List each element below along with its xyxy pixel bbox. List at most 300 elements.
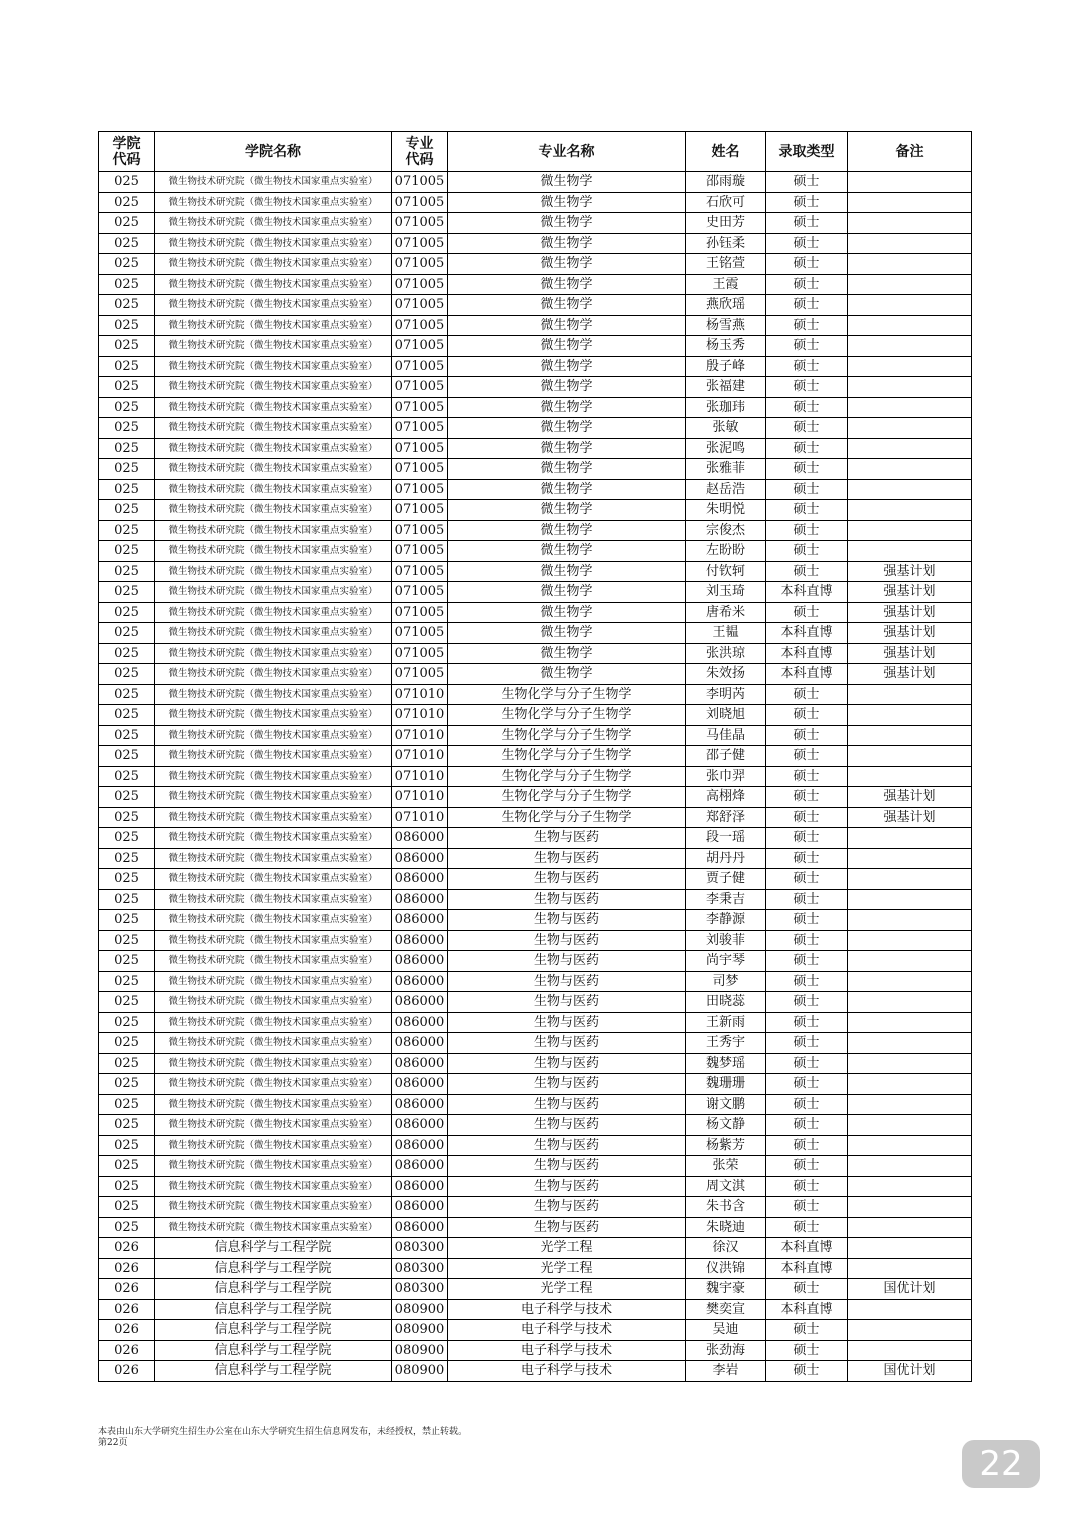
major-code-cell: 086000 xyxy=(392,1217,448,1238)
name-cell: 张敏 xyxy=(686,418,766,439)
admit-type-cell: 硕士 xyxy=(766,192,848,213)
table-row xyxy=(99,787,972,808)
major-name-cell: 微生物学 xyxy=(448,582,686,603)
admit-type-cell: 硕士 xyxy=(766,1361,848,1382)
admit-type-cell: 硕士 xyxy=(766,705,848,726)
admit-type-cell: 硕士 xyxy=(766,684,848,705)
note-cell xyxy=(848,315,972,336)
major-code-cell: 071005 xyxy=(392,479,448,500)
note-cell: 国优计划 xyxy=(848,1361,972,1382)
table-row xyxy=(99,582,972,603)
school-code-cell: 025 xyxy=(99,397,155,418)
table-row xyxy=(99,1197,972,1218)
major-code-cell: 071005 xyxy=(392,377,448,398)
school-name-cell: 信息科学与工程学院 xyxy=(155,1258,392,1279)
name-cell: 杨紫芳 xyxy=(686,1135,766,1156)
major-code-cell: 086000 xyxy=(392,1094,448,1115)
school-name-cell: 信息科学与工程学院 xyxy=(155,1340,392,1361)
name-cell: 郑舒泽 xyxy=(686,807,766,828)
school-code-cell: 025 xyxy=(99,1176,155,1197)
major-code-cell: 071010 xyxy=(392,684,448,705)
major-code-cell: 071005 xyxy=(392,315,448,336)
table-row xyxy=(99,1094,972,1115)
major-name-cell: 生物与医药 xyxy=(448,992,686,1013)
note-cell xyxy=(848,828,972,849)
table-row xyxy=(99,274,972,295)
admit-type-cell: 硕士 xyxy=(766,1053,848,1074)
note-cell xyxy=(848,541,972,562)
note-cell xyxy=(848,1074,972,1095)
major-name-cell: 生物与医药 xyxy=(448,1217,686,1238)
school-name-cell: 微生物技术研究院（微生物技术国家重点实验室） xyxy=(155,541,392,562)
note-cell xyxy=(848,1176,972,1197)
footer-notice: 本表由山东大学研究生招生办公室在山东大学研究生招生信息网发布，未经授权，禁止转载。 xyxy=(98,1427,468,1437)
major-name-cell: 生物与医药 xyxy=(448,951,686,972)
major-code-cell: 086000 xyxy=(392,869,448,890)
school-code-cell: 025 xyxy=(99,1074,155,1095)
note-cell xyxy=(848,356,972,377)
school-name-cell: 微生物技术研究院（微生物技术国家重点实验室） xyxy=(155,397,392,418)
major-code-cell: 071005 xyxy=(392,213,448,234)
note-cell xyxy=(848,336,972,357)
admit-type-cell: 硕士 xyxy=(766,315,848,336)
name-cell: 仪洪锦 xyxy=(686,1258,766,1279)
school-name-cell: 微生物技术研究院（微生物技术国家重点实验室） xyxy=(155,479,392,500)
major-code-cell: 086000 xyxy=(392,930,448,951)
table-row xyxy=(99,725,972,746)
admit-type-cell: 硕士 xyxy=(766,848,848,869)
major-name-cell: 光学工程 xyxy=(448,1258,686,1279)
major-name-cell: 微生物学 xyxy=(448,356,686,377)
admit-type-cell: 本科直博 xyxy=(766,1238,848,1259)
note-cell xyxy=(848,1053,972,1074)
school-name-cell: 微生物技术研究院（微生物技术国家重点实验室） xyxy=(155,377,392,398)
admit-type-cell: 硕士 xyxy=(766,213,848,234)
name-cell: 石欣可 xyxy=(686,192,766,213)
name-cell: 胡丹丹 xyxy=(686,848,766,869)
admit-type-cell: 硕士 xyxy=(766,233,848,254)
table-row xyxy=(99,520,972,541)
school-code-cell: 025 xyxy=(99,377,155,398)
table-row xyxy=(99,746,972,767)
admit-type-cell: 硕士 xyxy=(766,828,848,849)
major-name-cell: 微生物学 xyxy=(448,213,686,234)
major-name-cell: 生物化学与分子生物学 xyxy=(448,787,686,808)
school-code-cell: 025 xyxy=(99,336,155,357)
table-row xyxy=(99,1135,972,1156)
major-code-cell: 086000 xyxy=(392,1135,448,1156)
note-cell: 国优计划 xyxy=(848,1279,972,1300)
page-number-badge: 22 xyxy=(962,1440,1040,1488)
name-cell: 左盼盼 xyxy=(686,541,766,562)
school-name-cell: 微生物技术研究院（微生物技术国家重点实验室） xyxy=(155,520,392,541)
table-row xyxy=(99,459,972,480)
school-name-cell: 微生物技术研究院（微生物技术国家重点实验室） xyxy=(155,623,392,644)
table-row xyxy=(99,1115,972,1136)
major-name-cell: 生物与医药 xyxy=(448,828,686,849)
school-code-cell: 025 xyxy=(99,1156,155,1177)
major-code-cell: 086000 xyxy=(392,889,448,910)
school-code-cell: 025 xyxy=(99,192,155,213)
school-name-cell: 微生物技术研究院（微生物技术国家重点实验室） xyxy=(155,889,392,910)
admit-type-cell: 硕士 xyxy=(766,541,848,562)
admit-type-cell: 硕士 xyxy=(766,951,848,972)
admit-type-cell: 硕士 xyxy=(766,1033,848,1054)
note-cell xyxy=(848,848,972,869)
school-name-cell: 微生物技术研究院（微生物技术国家重点实验室） xyxy=(155,172,392,193)
major-name-cell: 生物与医药 xyxy=(448,1094,686,1115)
table-row xyxy=(99,1217,972,1238)
name-cell: 魏珊珊 xyxy=(686,1074,766,1095)
major-code-cell: 071005 xyxy=(392,336,448,357)
major-name-cell: 生物与医药 xyxy=(448,1033,686,1054)
school-name-cell: 微生物技术研究院（微生物技术国家重点实验室） xyxy=(155,643,392,664)
name-cell: 段一瑶 xyxy=(686,828,766,849)
name-cell: 付钦轲 xyxy=(686,561,766,582)
school-code-cell: 026 xyxy=(99,1238,155,1259)
major-code-cell: 086000 xyxy=(392,910,448,931)
table-row xyxy=(99,541,972,562)
school-code-cell: 025 xyxy=(99,869,155,890)
major-code-cell: 071005 xyxy=(392,438,448,459)
table-row xyxy=(99,664,972,685)
note-cell xyxy=(848,1156,972,1177)
name-cell: 张荣 xyxy=(686,1156,766,1177)
name-cell: 李明芮 xyxy=(686,684,766,705)
school-code-cell: 025 xyxy=(99,356,155,377)
major-name-cell: 微生物学 xyxy=(448,192,686,213)
table-row xyxy=(99,1074,972,1095)
admit-type-cell: 硕士 xyxy=(766,356,848,377)
school-name-cell: 微生物技术研究院（微生物技术国家重点实验室） xyxy=(155,315,392,336)
major-name-cell: 生物与医药 xyxy=(448,930,686,951)
admit-type-cell: 硕士 xyxy=(766,1340,848,1361)
name-cell: 赵岳浩 xyxy=(686,479,766,500)
major-name-cell: 生物与医药 xyxy=(448,910,686,931)
school-name-cell: 微生物技术研究院（微生物技术国家重点实验室） xyxy=(155,787,392,808)
admit-type-cell: 硕士 xyxy=(766,725,848,746)
major-name-cell: 生物与医药 xyxy=(448,1115,686,1136)
admit-type-cell: 硕士 xyxy=(766,1094,848,1115)
major-name-cell: 生物与医药 xyxy=(448,971,686,992)
major-code-cell: 071010 xyxy=(392,766,448,787)
major-name-cell: 微生物学 xyxy=(448,418,686,439)
admit-type-cell: 硕士 xyxy=(766,869,848,890)
admit-type-cell: 硕士 xyxy=(766,1197,848,1218)
major-name-cell: 微生物学 xyxy=(448,315,686,336)
school-code-cell: 025 xyxy=(99,1033,155,1054)
note-cell xyxy=(848,1340,972,1361)
table-row xyxy=(99,684,972,705)
major-code-cell: 071005 xyxy=(392,664,448,685)
major-name-cell: 微生物学 xyxy=(448,602,686,623)
note-cell xyxy=(848,418,972,439)
name-cell: 吴迪 xyxy=(686,1320,766,1341)
admit-type-cell: 硕士 xyxy=(766,746,848,767)
school-name-cell: 微生物技术研究院（微生物技术国家重点实验室） xyxy=(155,684,392,705)
school-name-cell: 微生物技术研究院（微生物技术国家重点实验室） xyxy=(155,664,392,685)
table-row xyxy=(99,951,972,972)
table-row xyxy=(99,643,972,664)
note-cell: 强基计划 xyxy=(848,561,972,582)
name-cell: 朱明悦 xyxy=(686,500,766,521)
school-code-cell: 025 xyxy=(99,623,155,644)
note-cell xyxy=(848,684,972,705)
note-cell: 强基计划 xyxy=(848,787,972,808)
name-cell: 张泥鸣 xyxy=(686,438,766,459)
major-name-cell: 生物化学与分子生物学 xyxy=(448,766,686,787)
major-name-cell: 微生物学 xyxy=(448,172,686,193)
note-cell xyxy=(848,438,972,459)
major-code-cell: 071005 xyxy=(392,356,448,377)
major-code-cell: 071005 xyxy=(392,541,448,562)
name-cell: 燕欣瑶 xyxy=(686,295,766,316)
table-row xyxy=(99,254,972,275)
major-code-cell: 080300 xyxy=(392,1238,448,1259)
note-cell xyxy=(848,500,972,521)
school-name-cell: 微生物技术研究院（微生物技术国家重点实验室） xyxy=(155,418,392,439)
major-name-cell: 电子科学与技术 xyxy=(448,1299,686,1320)
school-code-cell: 025 xyxy=(99,951,155,972)
school-code-cell: 025 xyxy=(99,787,155,808)
name-cell: 樊奕宣 xyxy=(686,1299,766,1320)
school-name-cell: 微生物技术研究院（微生物技术国家重点实验室） xyxy=(155,582,392,603)
table-row xyxy=(99,1340,972,1361)
name-cell: 王新雨 xyxy=(686,1012,766,1033)
name-cell: 周文淇 xyxy=(686,1176,766,1197)
school-code-cell: 025 xyxy=(99,438,155,459)
school-code-cell: 025 xyxy=(99,725,155,746)
major-code-cell: 071005 xyxy=(392,500,448,521)
school-name-cell: 信息科学与工程学院 xyxy=(155,1320,392,1341)
header-school-name: 学院名称 xyxy=(155,132,392,172)
note-cell xyxy=(848,1217,972,1238)
school-name-cell: 微生物技术研究院（微生物技术国家重点实验室） xyxy=(155,910,392,931)
school-code-cell: 025 xyxy=(99,910,155,931)
major-name-cell: 微生物学 xyxy=(448,295,686,316)
table-row xyxy=(99,1053,972,1074)
admit-type-cell: 硕士 xyxy=(766,295,848,316)
note-cell: 强基计划 xyxy=(848,623,972,644)
major-code-cell: 086000 xyxy=(392,1156,448,1177)
major-name-cell: 微生物学 xyxy=(448,541,686,562)
name-cell: 孙钰柔 xyxy=(686,233,766,254)
major-code-cell: 086000 xyxy=(392,1115,448,1136)
table-row xyxy=(99,705,972,726)
major-name-cell: 微生物学 xyxy=(448,664,686,685)
school-name-cell: 信息科学与工程学院 xyxy=(155,1238,392,1259)
major-name-cell: 生物与医药 xyxy=(448,889,686,910)
header-major-name: 专业名称 xyxy=(448,132,686,172)
major-name-cell: 生物化学与分子生物学 xyxy=(448,725,686,746)
school-code-cell: 025 xyxy=(99,418,155,439)
major-name-cell: 电子科学与技术 xyxy=(448,1361,686,1382)
school-code-cell: 026 xyxy=(99,1340,155,1361)
admit-type-cell: 硕士 xyxy=(766,561,848,582)
school-code-cell: 025 xyxy=(99,807,155,828)
school-name-cell: 微生物技术研究院（微生物技术国家重点实验室） xyxy=(155,971,392,992)
major-code-cell: 080300 xyxy=(392,1258,448,1279)
note-cell xyxy=(848,746,972,767)
school-code-cell: 025 xyxy=(99,971,155,992)
table-row xyxy=(99,848,972,869)
school-name-cell: 微生物技术研究院（微生物技术国家重点实验室） xyxy=(155,233,392,254)
footer-page-label: 第22页 xyxy=(98,1438,128,1448)
note-cell xyxy=(848,172,972,193)
note-cell xyxy=(848,930,972,951)
header-row xyxy=(99,132,972,172)
name-cell: 邵子健 xyxy=(686,746,766,767)
note-cell xyxy=(848,705,972,726)
table-row xyxy=(99,295,972,316)
school-name-cell: 微生物技术研究院（微生物技术国家重点实验室） xyxy=(155,192,392,213)
note-cell xyxy=(848,910,972,931)
school-code-cell: 025 xyxy=(99,561,155,582)
admit-type-cell: 硕士 xyxy=(766,274,848,295)
note-cell xyxy=(848,274,972,295)
school-code-cell: 025 xyxy=(99,233,155,254)
name-cell: 杨雪燕 xyxy=(686,315,766,336)
admit-type-cell: 硕士 xyxy=(766,1176,848,1197)
school-code-cell: 026 xyxy=(99,1320,155,1341)
major-code-cell: 080900 xyxy=(392,1299,448,1320)
admit-type-cell: 硕士 xyxy=(766,971,848,992)
major-code-cell: 086000 xyxy=(392,1012,448,1033)
name-cell: 杨玉秀 xyxy=(686,336,766,357)
major-name-cell: 微生物学 xyxy=(448,643,686,664)
note-cell xyxy=(848,971,972,992)
admit-type-cell: 硕士 xyxy=(766,1074,848,1095)
name-cell: 李静源 xyxy=(686,910,766,931)
name-cell: 徐汉 xyxy=(686,1238,766,1259)
major-name-cell: 生物与医药 xyxy=(448,1156,686,1177)
major-code-cell: 080900 xyxy=(392,1361,448,1382)
major-code-cell: 086000 xyxy=(392,1074,448,1095)
note-cell: 强基计划 xyxy=(848,643,972,664)
note-cell xyxy=(848,520,972,541)
table-row xyxy=(99,377,972,398)
name-cell: 刘骏菲 xyxy=(686,930,766,951)
table-row xyxy=(99,418,972,439)
name-cell: 宗俊杰 xyxy=(686,520,766,541)
major-code-cell: 071005 xyxy=(392,582,448,603)
table-row xyxy=(99,1033,972,1054)
major-code-cell: 071005 xyxy=(392,274,448,295)
school-name-cell: 微生物技术研究院（微生物技术国家重点实验室） xyxy=(155,848,392,869)
major-code-cell: 080900 xyxy=(392,1340,448,1361)
admit-type-cell: 硕士 xyxy=(766,397,848,418)
major-code-cell: 071005 xyxy=(392,623,448,644)
school-name-cell: 微生物技术研究院（微生物技术国家重点实验室） xyxy=(155,1053,392,1074)
admit-type-cell: 硕士 xyxy=(766,910,848,931)
school-name-cell: 微生物技术研究院（微生物技术国家重点实验室） xyxy=(155,274,392,295)
name-cell: 刘晓旭 xyxy=(686,705,766,726)
school-name-cell: 微生物技术研究院（微生物技术国家重点实验室） xyxy=(155,500,392,521)
major-code-cell: 086000 xyxy=(392,1033,448,1054)
major-name-cell: 生物化学与分子生物学 xyxy=(448,807,686,828)
school-code-cell: 026 xyxy=(99,1258,155,1279)
note-cell xyxy=(848,397,972,418)
table-row xyxy=(99,1279,972,1300)
major-name-cell: 电子科学与技术 xyxy=(448,1320,686,1341)
table-row xyxy=(99,356,972,377)
table-row xyxy=(99,315,972,336)
school-name-cell: 微生物技术研究院（微生物技术国家重点实验室） xyxy=(155,356,392,377)
school-name-cell: 微生物技术研究院（微生物技术国家重点实验室） xyxy=(155,561,392,582)
major-code-cell: 071005 xyxy=(392,254,448,275)
note-cell: 强基计划 xyxy=(848,664,972,685)
school-code-cell: 025 xyxy=(99,172,155,193)
major-name-cell: 生物与医药 xyxy=(448,869,686,890)
admit-type-cell: 硕士 xyxy=(766,889,848,910)
name-cell: 田晓蕊 xyxy=(686,992,766,1013)
table-row xyxy=(99,1176,972,1197)
school-name-cell: 微生物技术研究院（微生物技术国家重点实验室） xyxy=(155,1115,392,1136)
name-cell: 朱书含 xyxy=(686,1197,766,1218)
name-cell: 朱晓迪 xyxy=(686,1217,766,1238)
note-cell xyxy=(848,295,972,316)
note-cell xyxy=(848,1299,972,1320)
table-row xyxy=(99,623,972,644)
school-code-cell: 025 xyxy=(99,930,155,951)
name-cell: 尚宇琴 xyxy=(686,951,766,972)
table-row xyxy=(99,1361,972,1382)
admit-type-cell: 硕士 xyxy=(766,377,848,398)
name-cell: 李秉吉 xyxy=(686,889,766,910)
major-code-cell: 086000 xyxy=(392,828,448,849)
note-cell xyxy=(848,1094,972,1115)
header-admit-type: 录取类型 xyxy=(766,132,848,172)
major-code-cell: 071010 xyxy=(392,725,448,746)
name-cell: 王铭萱 xyxy=(686,254,766,275)
note-cell xyxy=(848,459,972,480)
school-code-cell: 025 xyxy=(99,643,155,664)
admit-type-cell: 硕士 xyxy=(766,418,848,439)
admit-type-cell: 硕士 xyxy=(766,438,848,459)
note-cell xyxy=(848,1238,972,1259)
school-name-cell: 微生物技术研究院（微生物技术国家重点实验室） xyxy=(155,828,392,849)
table-row xyxy=(99,766,972,787)
school-code-cell: 025 xyxy=(99,992,155,1013)
table-body xyxy=(99,172,972,1382)
school-name-cell: 微生物技术研究院（微生物技术国家重点实验室） xyxy=(155,1012,392,1033)
note-cell xyxy=(848,889,972,910)
major-name-cell: 生物化学与分子生物学 xyxy=(448,684,686,705)
major-code-cell: 071005 xyxy=(392,459,448,480)
major-name-cell: 生物与医药 xyxy=(448,1176,686,1197)
table-row xyxy=(99,172,972,193)
major-code-cell: 071005 xyxy=(392,233,448,254)
school-code-cell: 025 xyxy=(99,459,155,480)
name-cell: 王秀宇 xyxy=(686,1033,766,1054)
school-name-cell: 微生物技术研究院（微生物技术国家重点实验室） xyxy=(155,869,392,890)
major-name-cell: 生物与医药 xyxy=(448,1197,686,1218)
school-name-cell: 微生物技术研究院（微生物技术国家重点实验室） xyxy=(155,766,392,787)
major-code-cell: 086000 xyxy=(392,1176,448,1197)
school-code-cell: 025 xyxy=(99,1012,155,1033)
school-name-cell: 微生物技术研究院（微生物技术国家重点实验室） xyxy=(155,807,392,828)
name-cell: 李岩 xyxy=(686,1361,766,1382)
note-cell xyxy=(848,1033,972,1054)
admit-type-cell: 本科直博 xyxy=(766,582,848,603)
header-school-code: 学院 代码 xyxy=(99,132,155,172)
major-code-cell: 071010 xyxy=(392,705,448,726)
note-cell xyxy=(848,992,972,1013)
major-name-cell: 生物化学与分子生物学 xyxy=(448,705,686,726)
note-cell xyxy=(848,233,972,254)
table-row xyxy=(99,1012,972,1033)
note-cell xyxy=(848,766,972,787)
